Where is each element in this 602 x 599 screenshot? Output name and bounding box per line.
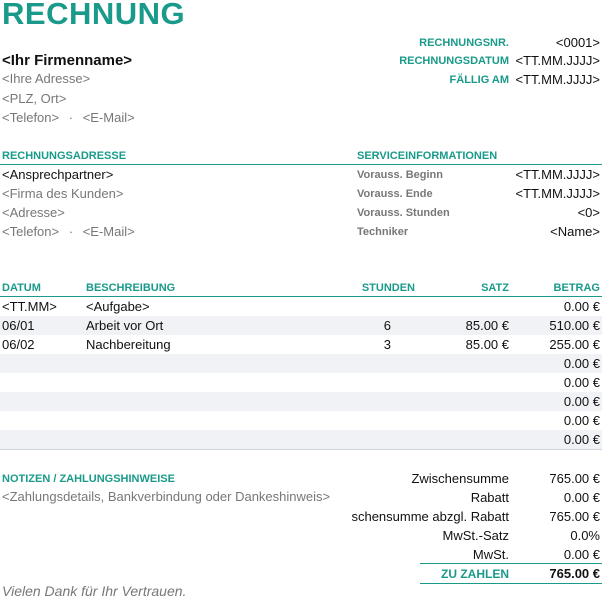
col-header-date: DATUM bbox=[2, 282, 41, 294]
invoice-date-value: <TT.MM.JJJJ> bbox=[515, 53, 600, 68]
row-amount: 510.00 € bbox=[549, 318, 600, 333]
table-row bbox=[0, 316, 602, 335]
technician-value: <Name> bbox=[550, 224, 600, 239]
row-date: 06/01 bbox=[2, 318, 35, 333]
row-amount: 0.00 € bbox=[563, 413, 600, 428]
row-amount: 255.00 € bbox=[549, 337, 600, 352]
table-row bbox=[0, 373, 602, 392]
row-date: 06/02 bbox=[2, 337, 35, 352]
notes-heading: NOTIZEN / ZAHLUNGSHINWEISE bbox=[2, 473, 175, 485]
service-hours-label: Vorauss. Stunden bbox=[357, 207, 450, 219]
service-start-label: Vorauss. Beginn bbox=[357, 169, 443, 181]
separator-dot: · bbox=[68, 224, 74, 239]
table-row bbox=[0, 430, 602, 449]
discount-label: Rabatt bbox=[470, 490, 509, 505]
subtotal-less-discount-label: schensumme abzgl. Rabatt bbox=[351, 509, 509, 524]
table-row bbox=[0, 354, 602, 373]
total-bottom-rule bbox=[420, 583, 602, 584]
table-row bbox=[0, 297, 602, 316]
billing-contact-line bbox=[2, 224, 135, 239]
billing-phone: <Telefon> bbox=[2, 224, 60, 239]
company-address: <Ihre Adresse> bbox=[2, 71, 91, 86]
table-row bbox=[0, 392, 602, 411]
invoice-date-label: RECHNUNGSDATUM bbox=[399, 55, 509, 67]
service-heading: SERVICEINFORMATIONEN bbox=[357, 150, 498, 162]
service-end-label: Vorauss. Ende bbox=[357, 188, 433, 200]
vat-rate-value: 0.0% bbox=[570, 528, 600, 543]
subtotal-less-discount-value: 765.00 € bbox=[549, 509, 600, 524]
due-date-value: <TT.MM.JJJJ> bbox=[515, 72, 600, 87]
col-header-amount: BETRAG bbox=[553, 282, 600, 294]
invoice-number-value: <0001> bbox=[555, 35, 600, 50]
technician-label: Techniker bbox=[357, 226, 409, 238]
row-description: <Aufgabe> bbox=[86, 299, 150, 314]
row-amount: 0.00 € bbox=[563, 375, 600, 390]
total-top-rule bbox=[420, 563, 602, 564]
invoice-number-label: RECHNUNGSNR. bbox=[419, 37, 509, 49]
company-phone: <Telefon> bbox=[2, 110, 60, 125]
row-amount: 0.00 € bbox=[563, 356, 600, 371]
billing-email: <E-Mail> bbox=[82, 224, 135, 239]
row-rate: 85.00 € bbox=[465, 318, 509, 333]
table-bottom-rule bbox=[0, 449, 602, 450]
thank-you-note: Vielen Dank für Ihr Vertrauen. bbox=[2, 583, 187, 599]
row-amount: 0.00 € bbox=[563, 432, 600, 447]
service-start-value: <TT.MM.JJJJ> bbox=[515, 167, 600, 182]
discount-value: 0.00 € bbox=[563, 490, 600, 505]
row-description: Nachbereitung bbox=[86, 337, 171, 352]
table-row bbox=[0, 335, 602, 354]
company-zip-city: <PLZ, Ort> bbox=[2, 91, 67, 106]
total-due-label: ZU ZAHLEN bbox=[441, 567, 509, 581]
row-date: <TT.MM> bbox=[2, 299, 57, 314]
row-hours: 3 bbox=[383, 337, 391, 352]
table-row bbox=[0, 411, 602, 430]
service-hours-value: <0> bbox=[577, 205, 600, 220]
vat-label: MwSt. bbox=[472, 547, 509, 562]
row-hours: 6 bbox=[383, 318, 391, 333]
billing-company: <Firma des Kunden> bbox=[2, 186, 124, 201]
notes-text: <Zahlungsdetails, Bankverbindung oder Dankeshinweis> bbox=[2, 489, 331, 504]
billing-address: <Adresse> bbox=[2, 205, 65, 220]
subtotal-label: Zwischensumme bbox=[411, 471, 509, 486]
document-title: RECHNUNG bbox=[2, 0, 186, 31]
separator-dot: · bbox=[68, 110, 74, 125]
company-email: <E-Mail> bbox=[82, 110, 135, 125]
row-rate: 85.00 € bbox=[465, 337, 509, 352]
company-contact-line bbox=[2, 110, 135, 125]
billing-heading: RECHNUNGSADRESSE bbox=[2, 150, 127, 162]
col-header-rate: SATZ bbox=[481, 282, 509, 294]
col-header-hours: STUNDEN bbox=[361, 282, 415, 294]
vat-value: 0.00 € bbox=[563, 547, 600, 562]
row-amount: 0.00 € bbox=[563, 394, 600, 409]
section-rule bbox=[0, 164, 602, 165]
col-header-description: BESCHREIBUNG bbox=[86, 282, 176, 294]
subtotal-value: 765.00 € bbox=[549, 471, 600, 486]
company-name: <Ihr Firmenname> bbox=[2, 52, 133, 69]
total-due-value: 765.00 € bbox=[549, 566, 600, 581]
billing-contact: <Ansprechpartner> bbox=[2, 167, 114, 182]
row-amount: 0.00 € bbox=[563, 299, 600, 314]
row-description: Arbeit vor Ort bbox=[86, 318, 164, 333]
service-end-value: <TT.MM.JJJJ> bbox=[515, 186, 600, 201]
due-date-label: FÄLLIG AM bbox=[449, 74, 509, 86]
vat-rate-label: MwSt.-Satz bbox=[442, 528, 509, 543]
